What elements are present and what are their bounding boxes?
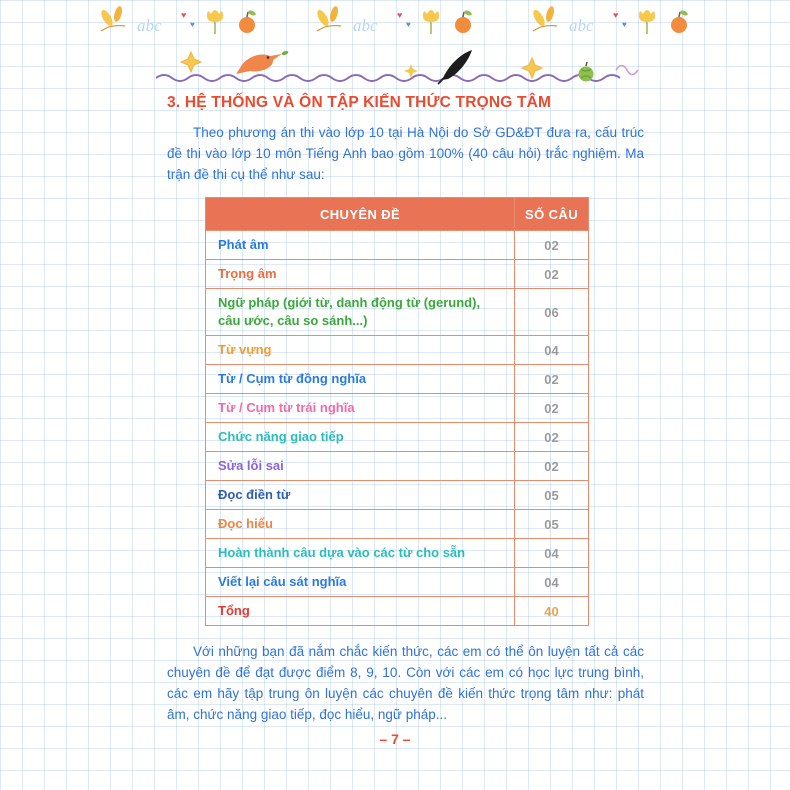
topic-cell: Từ / Cụm từ trái nghĩa xyxy=(206,394,515,423)
fruit-icon xyxy=(579,62,594,82)
heart-icon: ♥ xyxy=(406,20,411,29)
quill-icon xyxy=(438,50,472,84)
header-decoration-strip xyxy=(95,4,707,50)
table-row xyxy=(206,289,589,336)
count-cell: 06 xyxy=(515,289,589,336)
count-cell: 02 xyxy=(515,260,589,289)
topics-table-body xyxy=(206,231,589,626)
divider-decoration xyxy=(156,46,648,88)
header-decoration-cluster xyxy=(527,4,707,50)
topic-cell: Sửa lỗi sai xyxy=(206,452,515,481)
squiggle-line xyxy=(156,75,620,81)
topic-cell: Viết lại câu sát nghĩa xyxy=(206,568,515,597)
topic-cell: Hoàn thành câu dựa vào các từ cho sẵn xyxy=(206,539,515,568)
header-decoration-cluster xyxy=(311,4,491,50)
heart-icon: ♥ xyxy=(190,20,195,29)
abc-script-text: abc xyxy=(569,16,594,35)
tulip-icon xyxy=(639,10,655,34)
count-column-header: SỐ CÂU xyxy=(515,198,589,231)
outro-paragraph: Với những bạn đã nắm chắc kiến thức, các em có thể ôn luyện tất cả các chuyên đề để đạt được điểm 8, 9, 10. Còn với các em có học lực trung bình, các em hãy tập trung ôn luyện các chuyên đề kiến thức trọng tâm như: phát âm, chức năng giao tiếp, đọc hiểu, ngữ pháp... xyxy=(167,644,644,722)
count-cell: 02 xyxy=(515,394,589,423)
count-cell: 04 xyxy=(515,568,589,597)
count-cell: 05 xyxy=(515,510,589,539)
table-header-row xyxy=(206,198,589,231)
autumn-leaves-icon xyxy=(531,5,557,31)
topics-table xyxy=(205,197,589,626)
topic-cell: Đọc hiểu xyxy=(206,510,515,539)
autumn-leaves-icon xyxy=(99,5,125,31)
abc-script-text: abc xyxy=(353,16,378,35)
count-cell: 02 xyxy=(515,452,589,481)
intro-paragraph: Theo phương án thi vào lớp 10 tại Hà Nội do Sở GD&ĐT đưa ra, cấu trúc đề thi vào lớp 10 môn Tiếng Anh bao gồm 100% (40 câu hỏi) trắc nghiệm. Ma trận đề thi cụ thể như sau: xyxy=(167,125,644,182)
bird-icon xyxy=(236,50,289,74)
topic-cell: Tổng xyxy=(206,597,515,626)
topic-cell: Từ vựng xyxy=(206,336,515,365)
count-cell: 02 xyxy=(515,365,589,394)
section-title: 3. HỆ THỐNG VÀ ÔN TẬP KIẾN THỨC TRỌNG TÂM xyxy=(167,94,552,111)
autumn-leaves-icon xyxy=(315,5,341,31)
table-row xyxy=(206,394,589,423)
heart-icon: ♥ xyxy=(622,20,627,29)
table-row xyxy=(206,481,589,510)
topic-cell: Phát âm xyxy=(206,231,515,260)
topic-cell: Trọng âm xyxy=(206,260,515,289)
count-cell: 05 xyxy=(515,481,589,510)
table-row xyxy=(206,231,589,260)
topic-cell: Đọc điền từ xyxy=(206,481,515,510)
sun-star-icon xyxy=(181,52,201,72)
topic-cell: Từ / Cụm từ đồng nghĩa xyxy=(206,365,515,394)
apple-icon xyxy=(671,9,688,33)
table-row xyxy=(206,568,589,597)
count-cell: 04 xyxy=(515,539,589,568)
topic-column-header: CHUYÊN ĐỀ xyxy=(206,198,515,231)
table-row xyxy=(206,539,589,568)
count-cell: 02 xyxy=(515,231,589,260)
tulip-icon xyxy=(207,10,223,34)
abc-script-text: abc xyxy=(137,16,162,35)
table-row xyxy=(206,452,589,481)
heart-icon: ♥ xyxy=(397,10,403,20)
count-cell: 40 xyxy=(515,597,589,626)
table-row xyxy=(206,597,589,626)
count-cell: 04 xyxy=(515,336,589,365)
topic-cell: Ngữ pháp (giới từ, danh động từ (gerund), câu ước, câu so sánh...) xyxy=(206,289,515,336)
page-number: – 7 – xyxy=(379,731,411,747)
table-row xyxy=(206,423,589,452)
count-cell: 02 xyxy=(515,423,589,452)
apple-icon xyxy=(239,9,256,33)
topics-table-container xyxy=(205,197,589,626)
table-row xyxy=(206,260,589,289)
table-row xyxy=(206,336,589,365)
tulip-icon xyxy=(423,10,439,34)
header-decoration-cluster xyxy=(95,4,275,50)
table-row xyxy=(206,365,589,394)
star-icon xyxy=(522,58,542,78)
scribble-icon xyxy=(616,66,638,75)
heart-icon: ♥ xyxy=(613,10,619,20)
topic-cell: Chức năng giao tiếp xyxy=(206,423,515,452)
apple-icon xyxy=(455,9,472,33)
heart-icon: ♥ xyxy=(181,10,187,20)
table-row xyxy=(206,510,589,539)
